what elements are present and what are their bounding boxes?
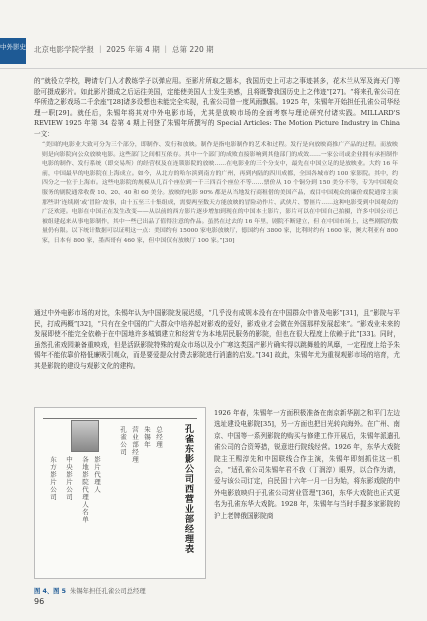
figure-title: 孔雀东影公司西营业部经理表 <box>183 424 193 554</box>
right-column-text: 1926 年春，朱锡年一方面积极准备在南京新华剧之和平门左边选址建设电影院[35]，另一方面也把目光转向海外。在广州、南京、中国等一系列影院的购买与修建工作开展后，朱锡年派遣孔雀公司的合资筹措，锐意进行院线经营。1926 年，东华大戏院院主王赐淳先和中国联线合作主演，朱锡年即刻抓住这一机会，“适孔雀公司朱锡年君不我（丁润淳）眼界，以合作为请，爱与该公司订定，自民国十六年一月一日为始，将东影戏院的中外电影放映归于孔雀公司营业管理”[36]，东华大戏院也正式更名为孔雀东华大戏院。1928 年，朱锡年与当时手握多家影院的沪上老牌俄国影院商 <box>214 409 400 520</box>
figure-column-2: 朱锡年 <box>143 426 151 449</box>
figure-label: 图 4、图 5 <box>34 588 67 595</box>
figure-column-7: 中央影片公司 <box>65 456 73 501</box>
figure-caption-text: 朱锡年担任孔雀公司总经理 <box>70 588 146 595</box>
figure-top-rule <box>43 418 197 419</box>
block-quote: “美国的电影业大致可分为三个部分，即制作、发行和放映。制作是指电影制作的艺术和过程。发行是向放映商推广产品的过程。而放映则是向影院向公众放映电影。这些部门之间相互依存。其中一个部门的成败直接影响到其他部门的成效……一家公司或企业拥有承担制作电影的制作、发行系统（即交易所）的经营权及在连锁影院的放映……在电影业的三个分支中，最先在中国立足的是放映业。大约 16 年前，中国最早的电影院在上海成立。如今，从北方的哈尔滨到南方的广州，再到内陆的四川成都，全国各城市约 100 家影院。其中，约四分之一位于上海市。这些电影院的规模从几百个座位到一千三四百个座位不等……票价从 10 个铜分到 150 美分不等，专为中国观众服务的剧院通常收费 10、20、40 和 60 美分。放映的电影 90% 都是从当地发行商租借的美国产品，戏目中国观众的廉价戏院通常主演那些讲‘连续剧’或‘冒险’故事，由十五至三十集组成，需要两至数天方能放映的冒险动作片、武侠片、警匪片……这种电影受到中国观众的广泛欢迎。电影在中国正在发生改变——从以前的西方影片逐步增加到现在的中国本土影片，影片可以在中国自己拍摄，许多中国公司已被组建起来从事电影制作，其中一些已出品了值得注意的作品。虽然在过去的 16 年里，剧院不断建立，但 在中国市场上，这些剧院的数量仍有限。以下统计数据可以证明这一点：美国约有 15000 家电影放映厅，德国约有 3800 家，比利时约有 1600 家，澳大利亚有 800 家，日本有 800 家，墨西哥有 460 家，但中国仅有放映厅 100 家。”[30] <box>42 142 398 244</box>
body-paragraph-1: 的“就役立学校，聘请专门人才教练学子以弹应用。至影片所取之题本，我国历史上可志之事迹甚多，花木兰从军及海天门等脍可摄成影片。如此影片摄成之后运往美国，定能使美国人士发生美感，且将既警我国历史上之伟迹”[27]。“将来孔雀公司在华所造之影戏场二千余座”[28]诸多设想也未能完全实现，孔雀公司曾一度风雨飘摇。1925 年，朱锡年开始担任孔雀公司华经理一职[29]。就任后，朱锡年将其对中外电影市场，尤其是放映市场的全面考察与理论研究付诸实践。MILLARD'S REVIEW 1925 年第 34 卷第 4 期上刊登了朱锡年所撰写的 Special Articles: The Motion Picture Industry in China 一文： <box>34 77 400 138</box>
figure-column-8: 东方影片公司 <box>49 456 57 501</box>
figure-column-5: 影片代理人 <box>93 456 101 494</box>
figure-column-4: 孔雀公司 <box>119 426 127 456</box>
body-paragraph-2: 通过中外电影市场的对比，朱锡年认为中国影院发展迟缓，“几乎没有成规本没有在中国群众中普及电影”[31]，且“影院与平民，打成两概”[32]，“只有在全中国的广大群众中培养起对影戏的爱好，影戏业才会微在外国那样发展起来”。“影戏业未来的发展即使不能完全依赖于在中国地许多城镇建立和经营专为本地居民服务的影院，但也在很大程度上依赖于此”[33]。同时，虽然孔雀戏园兼备重映戏，但是活跃影院特殊的观众市场以及小广寒这类国产影片确实得以跳舞般的风靡，一定程度上给予朱锡年不能依靠价格低廉吸引观众，而是要爱提众付费去影院进行消遣的启发。”[34] 故此，朱锡年尤为重视观影市场的培育，尤其是影院的建设与观影文化的建构。 <box>34 309 400 370</box>
figure-column-1: 总经理 <box>155 426 163 449</box>
header-divider <box>0 68 427 69</box>
figure-document-scan <box>34 407 206 579</box>
figure-portrait-image <box>71 420 99 452</box>
figure-column-6: 各地影院代理人名单 <box>81 456 89 524</box>
running-head: 北京电影学院学报 ｜ 2025 年第 4 期 ｜ 总第 220 期 <box>34 45 214 54</box>
figure-caption <box>34 586 146 595</box>
page-number: 96 <box>34 597 45 606</box>
column-tab: 中外影史 <box>0 38 26 64</box>
figure-column-3: 营业部经理 <box>131 426 139 464</box>
